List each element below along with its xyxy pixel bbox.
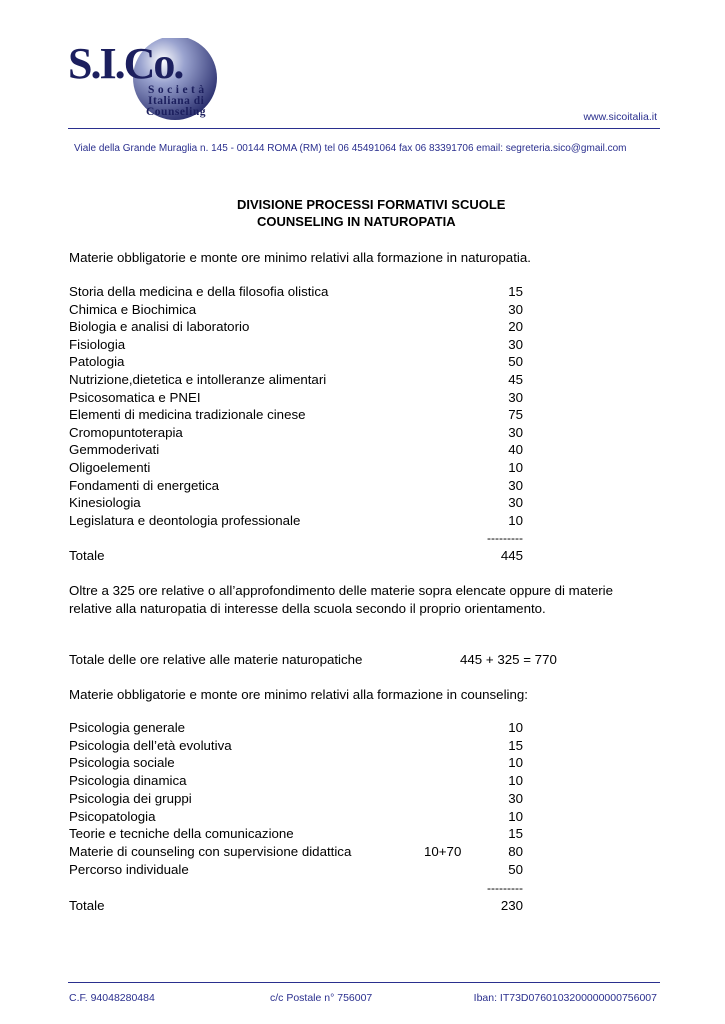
list-item [69,755,539,773]
subject-label: Psicologia dei gruppi [69,790,192,806]
subject-hours: 30 [508,336,523,352]
subject-label: Psicologia dinamica [69,773,187,789]
subject-label: Psicopatologia [69,808,156,824]
total-label: Totale [69,898,105,913]
subject-label: Legislatura e deontologia professionale [69,512,301,528]
logo-line3: Counseling [146,106,206,118]
subject-hours: 50 [508,861,523,877]
footer-postale: c/c Postale n° 756007 [270,992,373,1004]
subject-label: Storia della medicina e della filosofia olistica [69,284,329,299]
subject-hours: 10 [508,512,523,528]
list-item [69,773,539,791]
doc-title-line1: DIVISIONE PROCESSI FORMATIVI SCUOLE [237,197,506,212]
subject-label: Gemmoderivati [69,442,160,458]
subject-label: Biologia e analisi di laboratorio [69,319,250,335]
subject-hours: 20 [508,319,523,335]
footer-divider [68,982,660,983]
subject-label: Psicologia generale [69,720,186,735]
list-item [69,478,539,496]
subject-hours: 80 [508,843,523,859]
list-item [69,862,539,880]
subject-label: Patologia [69,354,125,370]
list-item [69,425,539,443]
subject-hours: 15 [508,826,523,842]
naturopatia-separator: --------- [487,531,523,545]
footer-cf: C.F. 94048280484 [69,992,155,1004]
logo-line1: Società [148,84,208,96]
subject-hours: 40 [508,442,523,458]
logo-text: S.I.Co. [68,39,183,88]
grand-total-value: 445 + 325 = 770 [460,652,557,667]
sico-logo [68,38,228,122]
subject-hours: 45 [508,372,523,387]
subject-label: Oligoelementi [69,460,151,475]
list-item [69,319,539,337]
subject-breakdown: 10+70 [424,843,462,859]
subject-hours: 15 [508,737,523,753]
list-item [69,495,539,513]
subject-label: Materie di counseling con supervisione didattica [69,843,352,859]
list-item [69,372,539,390]
counseling-separator: --------- [487,881,523,895]
subject-hours: 30 [508,424,523,440]
subject-hours: 10 [508,773,523,789]
website-link[interactable]: www.sicoitalia.it [583,111,657,123]
counseling-intro: Materie obbligatorie e monte ore minimo relativi alla formazione in counseling: [69,687,528,702]
list-item [69,442,539,460]
subject-label: Psicosomatica e PNEI [69,389,201,405]
counseling-total-row [69,898,539,916]
subject-label: Nutrizione,dietetica e intolleranze alimentari [69,372,327,387]
total-value: 445 [500,548,523,563]
subject-label: Cromopuntoterapia [69,424,183,440]
list-item [69,738,539,756]
grand-total-label: Totale delle ore relative alle materie naturopatiche [69,652,363,667]
naturopatia-note: Oltre a 325 ore relative o all’approfondimento delle materie sopra elencate oppure di materie relative alla naturopatia di interesse della scuola secondo il proprio orientamento. [69,583,614,616]
list-item [69,720,539,738]
naturopatia-intro: Materie obbligatorie e monte ore minimo relativi alla formazione in naturopatia. [69,250,531,265]
subject-label: Elementi di medicina tradizionale cinese [69,407,306,423]
subject-label: Percorso individuale [69,861,189,877]
list-item [69,390,539,408]
subject-hours: 10 [508,720,523,735]
footer-iban: Iban: IT73D0760103200000000756007 [473,992,657,1004]
list-item [69,460,539,478]
subject-label: Psicologia sociale [69,755,175,771]
total-label: Totale [69,548,105,563]
subject-hours: 30 [508,790,523,806]
list-item [69,302,539,320]
subject-hours: 30 [508,477,523,493]
list-item [69,513,539,531]
list-item [69,354,539,372]
list-item [69,826,539,844]
list-item [69,337,539,355]
subject-label: Kinesiologia [69,495,141,511]
subject-hours: 50 [508,354,523,370]
subject-hours: 15 [508,284,523,299]
address-line: Viale della Grande Muraglia n. 145 - 00144 ROMA (RM) tel 06 45491064 fax 06 83391706 email: segreteria.sico@gmail.com [74,143,627,154]
subject-hours: 10 [508,808,523,824]
list-item [69,791,539,809]
list-item [69,844,539,862]
subject-hours: 30 [508,495,523,511]
logo-line2: Italiana di [148,95,205,107]
list-item [69,284,539,302]
subject-label: Psicologia dell’età evolutiva [69,737,232,753]
subject-hours: 10 [508,460,523,475]
sico-logo-graphic [68,38,228,122]
naturopatia-total-row [69,548,539,566]
header-divider [68,128,660,129]
list-item [69,809,539,827]
doc-title-line2: COUNSELING IN NATUROPATIA [257,214,456,229]
subject-label: Fisiologia [69,336,126,352]
subject-hours: 75 [508,407,523,423]
list-item [69,407,539,425]
total-value: 230 [500,898,523,913]
subject-hours: 30 [508,301,523,317]
subject-label: Chimica e Biochimica [69,301,197,317]
subject-hours: 10 [508,755,523,771]
subject-label: Fondamenti di energetica [69,477,220,493]
subject-hours: 30 [508,389,523,405]
subject-label: Teorie e tecniche della comunicazione [69,826,294,842]
